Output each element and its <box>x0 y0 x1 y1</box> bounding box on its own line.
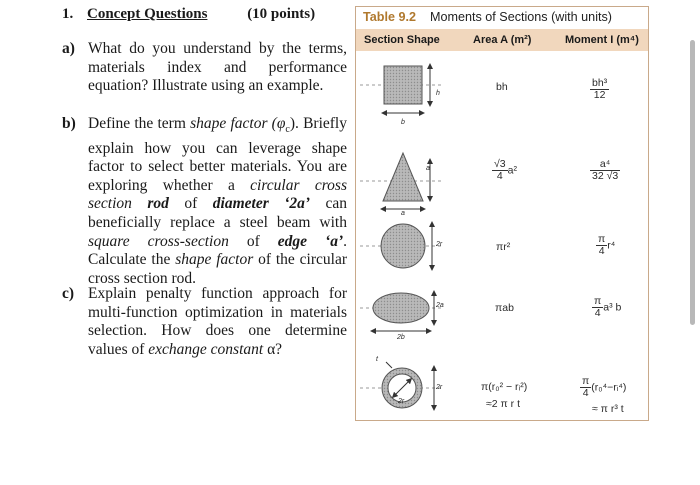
table-caption-text: Moments of Sections (with units) <box>430 10 612 24</box>
row3-moment: $\frac{\pi}{4}$ r⁴ <box>598 233 616 257</box>
moments-table <box>355 6 649 421</box>
dim-label-h: h <box>436 90 440 97</box>
ellipse-section-icon <box>373 293 434 331</box>
header-section-shape: Section Shape <box>364 34 440 46</box>
part-b-label: b) <box>62 115 76 132</box>
dim-label-2ro: 2r <box>436 384 443 391</box>
square-section-icon <box>384 66 430 113</box>
scrollbar[interactable] <box>690 40 695 325</box>
table-header <box>356 29 648 51</box>
dim-label-2a: 2a <box>436 302 444 309</box>
question-title: Concept Questions <box>87 6 208 22</box>
question-points: (10 points) <box>247 6 316 22</box>
row2-area: $\frac{√3}{4}$ a² <box>494 158 517 182</box>
row5-moment-line2: ≈ π r³ t <box>592 403 624 415</box>
part-c-text: Explain penalty function approach for multi-function optimization in materials selection. How does one determine values of exchange constant α? <box>88 285 347 358</box>
dim-label-2r: 2r <box>436 241 443 248</box>
part-a-text: What do you understand by the terms, materials index and performance equation? Illustrate using an example. <box>88 40 347 95</box>
table-caption <box>356 7 648 29</box>
table-number: Table 9.2 <box>363 10 416 24</box>
header-area: Area A (m²) <box>473 34 532 46</box>
dim-label-t: t <box>376 356 378 363</box>
row4-moment: $\frac{\pi}{4}$ a³ b <box>594 295 622 319</box>
tube-section-icon <box>382 362 434 408</box>
dim-label-2ri: 2r <box>398 398 405 405</box>
row4-area: πab <box>495 302 514 314</box>
dim-label-2b: 2b <box>397 334 405 341</box>
part-a-label: a) <box>62 40 75 57</box>
dim-label-b: b <box>401 119 405 126</box>
row5-area-line2: ≈2 π r t <box>486 398 521 410</box>
row5-area-line1: π(r₀² − rᵢ²) <box>481 381 528 393</box>
table-body <box>356 51 648 420</box>
row1-area: bh <box>496 81 508 93</box>
row2-moment: $\frac{\text{a⁴}}{32 √3}$ <box>592 158 619 182</box>
circle-section-icon <box>381 224 432 268</box>
dim-label-a-side: a <box>426 165 430 172</box>
part-c-label: c) <box>62 285 75 302</box>
question-number: 1. <box>62 6 74 22</box>
row5-moment: $\frac{\pi}{4}$ (r₀⁴−rᵢ⁴) <box>582 375 627 399</box>
header-moment: Moment I (m⁴) <box>565 34 639 46</box>
row1-moment: $\frac{\text{bh³}}{12}$ <box>592 77 608 101</box>
row3-area: πr² <box>496 241 511 253</box>
dim-label-a-bottom: a <box>401 210 405 217</box>
question-heading <box>62 6 315 23</box>
part-b-text: Define the term shape factor $(\varphi_c)$. Briefly explain how you can leverage shape factor to select better materials. You are exploring whether a circular cross section rod of diameter ‘2a’ can beneficially replace a steel beam with square cross-section of edge ‘a’. Calculate the shape factor of the circular cross section rod. <box>88 115 347 287</box>
